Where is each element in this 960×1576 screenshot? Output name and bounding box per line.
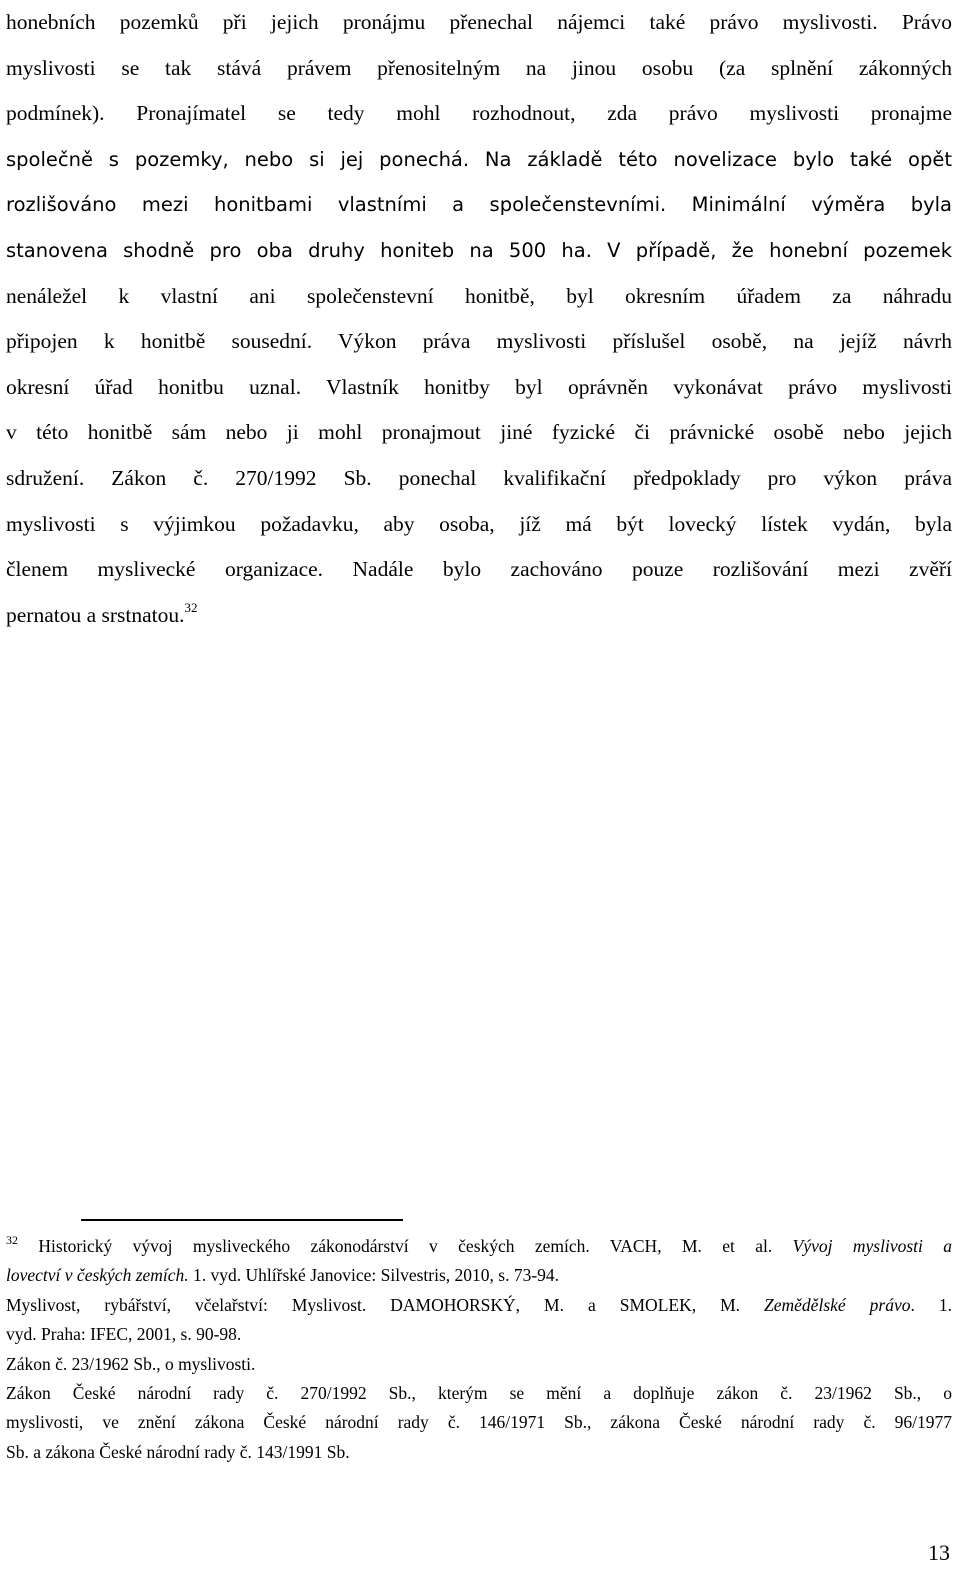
footnote-line: Zákon České národní rady č. 270/1992 Sb., kterým se mění a doplňuje zákon č. 23/1962 Sb., o [6,1383,952,1404]
footnotes-section [6,1232,952,1467]
body-line: sdružení. Zákon č. 270/1992 Sb. ponechal kvalifikační předpoklady pro výkon práva [6,465,952,490]
body-line: v této honitbě sám nebo ji mohl pronajmout jiné fyzické či právnické osobě nebo jejich [6,420,952,445]
footnote-line: vyd. Praha: IFEC, 2001, s. 90-98. [6,1324,242,1345]
body-line-last [6,593,952,639]
footnote-italic-title: lovectví v českých zemích. [6,1265,189,1286]
body-line: myslivosti se tak stává právem přenositelným na jinou osobu (za splnění zákonných [6,55,952,80]
footnote-line: Sb. a zákona České národní rady č. 143/1991 Sb. [6,1441,350,1462]
footnote-reference[interactable]: 32 [184,599,198,615]
footnote-line: myslivosti, ve znění zákona České národní rady č. 146/1971 Sb., zákona České národní rady č. 96/1977 [6,1412,952,1433]
body-line: připojen k honitbě sousední. Výkon práva myslivosti příslušel osobě, na jejíž návrh [6,329,952,354]
footnote-text: Myslivost, rybářství, včelařství: Myslivost. DAMOHORSKÝ, M. a SMOLEK, M. [6,1294,765,1315]
footnote-separator [81,1219,403,1221]
footnote-text: 1. vyd. Uhlířské Janovice: Silvestris, 2010, s. 73-94. [188,1265,560,1286]
footnote-line [6,1232,952,1261]
footnote-line [6,1291,952,1320]
footnote-text: . 1. [910,1294,952,1315]
footnote-line [6,1261,952,1290]
body-line: rozlišováno mezi honitbami vlastními a společenstevními. Minimální výměra byla [6,193,952,217]
body-line: stanovena shodně pro oba druhy honiteb na 500 ha. V případě, že honební pozemek [6,238,952,262]
body-line: společně s pozemky, nebo si jej ponechá. Na základě této novelizace bylo také opět [6,147,952,171]
footnote-number: 32 [6,1233,18,1247]
body-line: členem myslivecké organizace. Nadále bylo zachováno pouze rozlišování mezi zvěří [6,557,952,582]
footnote-text: Historický vývoj mysliveckého zákonodárství v českých zemích. VACH, M. et al. [38,1236,793,1256]
footnote-italic-title: Zemědělské právo [764,1294,911,1315]
page-number: 13 [928,1540,950,1565]
body-line: podmínek). Pronajímatel se tedy mohl rozhodnout, zda právo myslivosti pronajme [6,101,952,126]
body-line: pernatou a srstnatou. [6,602,185,627]
footnote-line: Zákon č. 23/1962 Sb., o myslivosti. [6,1353,256,1374]
body-line: honebních pozemků při jejich pronájmu přenechal nájemci také právo myslivosti. Právo [6,10,952,34]
body-line: myslivosti s výjimkou požadavku, aby osoba, jíž má být lovecký lístek vydán, byla [6,511,952,536]
body-line: okresní úřad honitbu uznal. Vlastník honitby byl oprávněn vykonávat právo myslivosti [6,374,952,399]
body-paragraph [6,0,952,638]
body-line: nenáležel k vlastní ani společenstevní honitbě, byl okresním úřadem za náhradu [6,283,952,308]
footnote-italic-title: Vývoj myslivosti a [792,1236,953,1256]
